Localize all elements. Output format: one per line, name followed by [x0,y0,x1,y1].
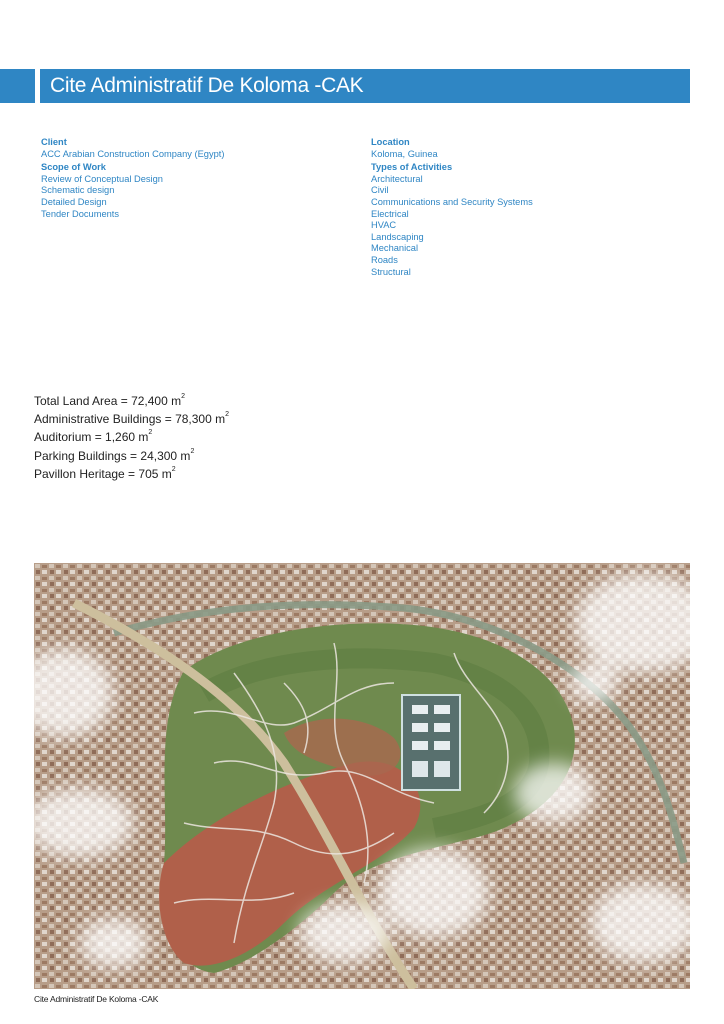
stat-administrative-buildings: Administrative Buildings = 78,300 $m^2$ [34,411,230,427]
stat-auditorium: Auditorium = 1,260 $m^2$ [34,429,153,445]
stat-total-land-area: Total Land Area = 72,400 $m^2$ [34,393,186,408]
scope-item: Tender Documents [41,208,120,219]
aerial-site-image [34,563,690,989]
scope-label: Scope of Work [41,162,106,173]
activity-item: Communications and Security Systems [371,196,533,207]
page-title: Cite Administratif De Koloma -CAK [40,69,690,103]
area-stats [34,392,229,483]
activity-item: Mechanical [371,243,419,254]
scope-item: Review of Conceptual Design [41,173,163,184]
side-accent-tab [0,69,35,103]
activity-item: Electrical [371,208,409,219]
stat-pavillon-heritage: Pavillon Heritage = 705 $m^2$ [34,465,176,481]
scope-item: Schematic design [41,185,115,196]
activities-label: Types of Activities [371,162,453,173]
client-label: Client [41,137,67,147]
activity-item: Structural [371,266,411,277]
activity-item: Roads [371,254,398,265]
stat-parking-buildings: Parking Buildings = 24,300 $m^2$ [34,447,195,463]
activity-item: Landscaping [371,231,424,242]
location-value: Koloma, Guinea [371,148,438,159]
scope-list [41,174,224,220]
activity-item: Architectural [371,173,423,184]
location-activities-column [371,137,533,278]
client-value: ACC Arabian Construction Company (Egypt) [41,148,225,159]
client-scope-column [41,137,224,220]
scope-item: Detailed Design [41,196,107,207]
image-caption: Cite Administratif De Koloma -CAK [34,994,159,1004]
location-label: Location [371,137,410,147]
activity-item: Civil [371,185,389,196]
activity-item: HVAC [371,220,397,231]
activities-list [371,174,533,278]
